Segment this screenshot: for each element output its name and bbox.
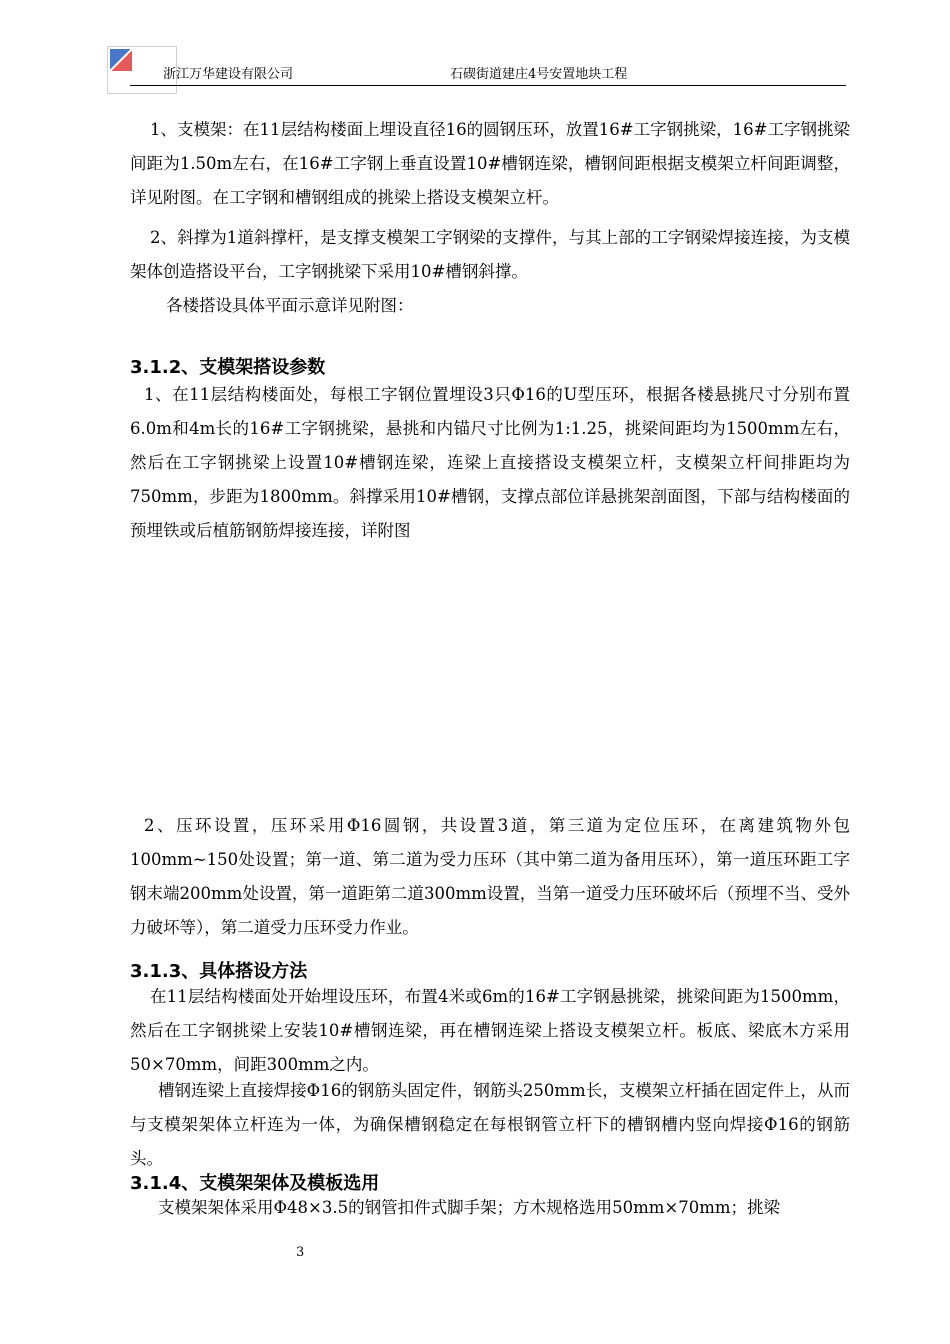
paragraph-4: 1、在11层结构楼面处，每根工字钢位置埋设3只Φ16的U型压环，根据各楼悬挑尺寸分别布置6.0m和4m长的16#工字钢挑梁，悬挑和内锚尺寸比例为1:1.25，挑梁间距均为1500mm左右，然后在工字钢挑梁上设置10#槽钢连梁，连梁上直接搭设支模架立杆，支模架立杆间排距均为750mm，步距为1800mm。斜撑采用10#槽钢，支撑点部位详悬挑架剖面图，下部与结构楼面的预埋铁或后植筋钢筋焊接连接，详附图 <box>130 385 850 540</box>
paragraph-7: 槽钢连梁上直接焊接Φ16的钢筋头固定件，钢筋头250mm长，支模架立杆插在固定件上，从而与支模架架体立杆连为一体，为确保槽钢稳定在每根钢管立杆下的槽钢槽内竖向焊接Φ16的钢筋头。 <box>130 1081 850 1168</box>
logo-icon <box>110 49 132 71</box>
paragraph-6: 在11层结构楼面处开始埋设压环，布置4米或6m的16#工字钢悬挑梁，挑梁间距为1500mm，然后在工字钢挑梁上安装10#槽钢连梁，再在槽钢连梁上搭设支模架立杆。板底、梁底木方采用50×70mm，间距300mm之内。 <box>130 987 850 1074</box>
section-heading-3-1-4: 3.1.4、支模架架体及模板选用 <box>130 1173 380 1194</box>
page-number: 3 <box>296 1245 305 1260</box>
paragraph-8: 支模架架体采用Φ48×3.5的钢管扣件式脚手架；方木规格选用50mm×70mm；挑梁 <box>158 1198 780 1217</box>
paragraph-2: 2、斜撑为1道斜撑杆，是支撑支模架工字钢梁的支撑件，与其上部的工字钢梁焊接连接，为支模架体创造搭设平台，工字钢挑梁下采用10#槽钢斜撑。 <box>130 228 850 281</box>
header-rule <box>130 85 846 86</box>
paragraph-1: 1、支模架：在11层结构楼面上埋设直径16的圆钢压环，放置16#工字钢挑梁，16#工字钢挑梁间距为1.50m左右，在16#工字钢上垂直设置10#槽钢连梁，槽钢间距根据支模架立杆间距调整，详见附图。在工字钢和槽钢组成的挑梁上搭设支模架立杆。 <box>130 120 850 207</box>
header-company: 浙江万华建设有限公司 <box>163 67 294 82</box>
header-project: 石碶街道建庄4号安置地块工程 <box>450 67 628 82</box>
paragraph-5: 2、压环设置，压环采用Φ16圆钢，共设置3道，第三道为定位压环，在离建筑物外包100mm~150处设置；第一道、第二道为受力压环（其中第二道为备用压环），第一道压环距工字钢末端200mm处设置，第一道距第二道300mm设置，当第一道受力压环破坏后（预埋不当、受外力破坏等），第二道受力压环受力作业。 <box>130 816 850 937</box>
section-heading-3-1-3: 3.1.3、具体搭设方法 <box>130 961 308 982</box>
paragraph-3: 各楼搭设具体平面示意详见附图： <box>166 296 414 315</box>
section-heading-3-1-2: 3.1.2、支模架搭设参数 <box>130 357 326 378</box>
